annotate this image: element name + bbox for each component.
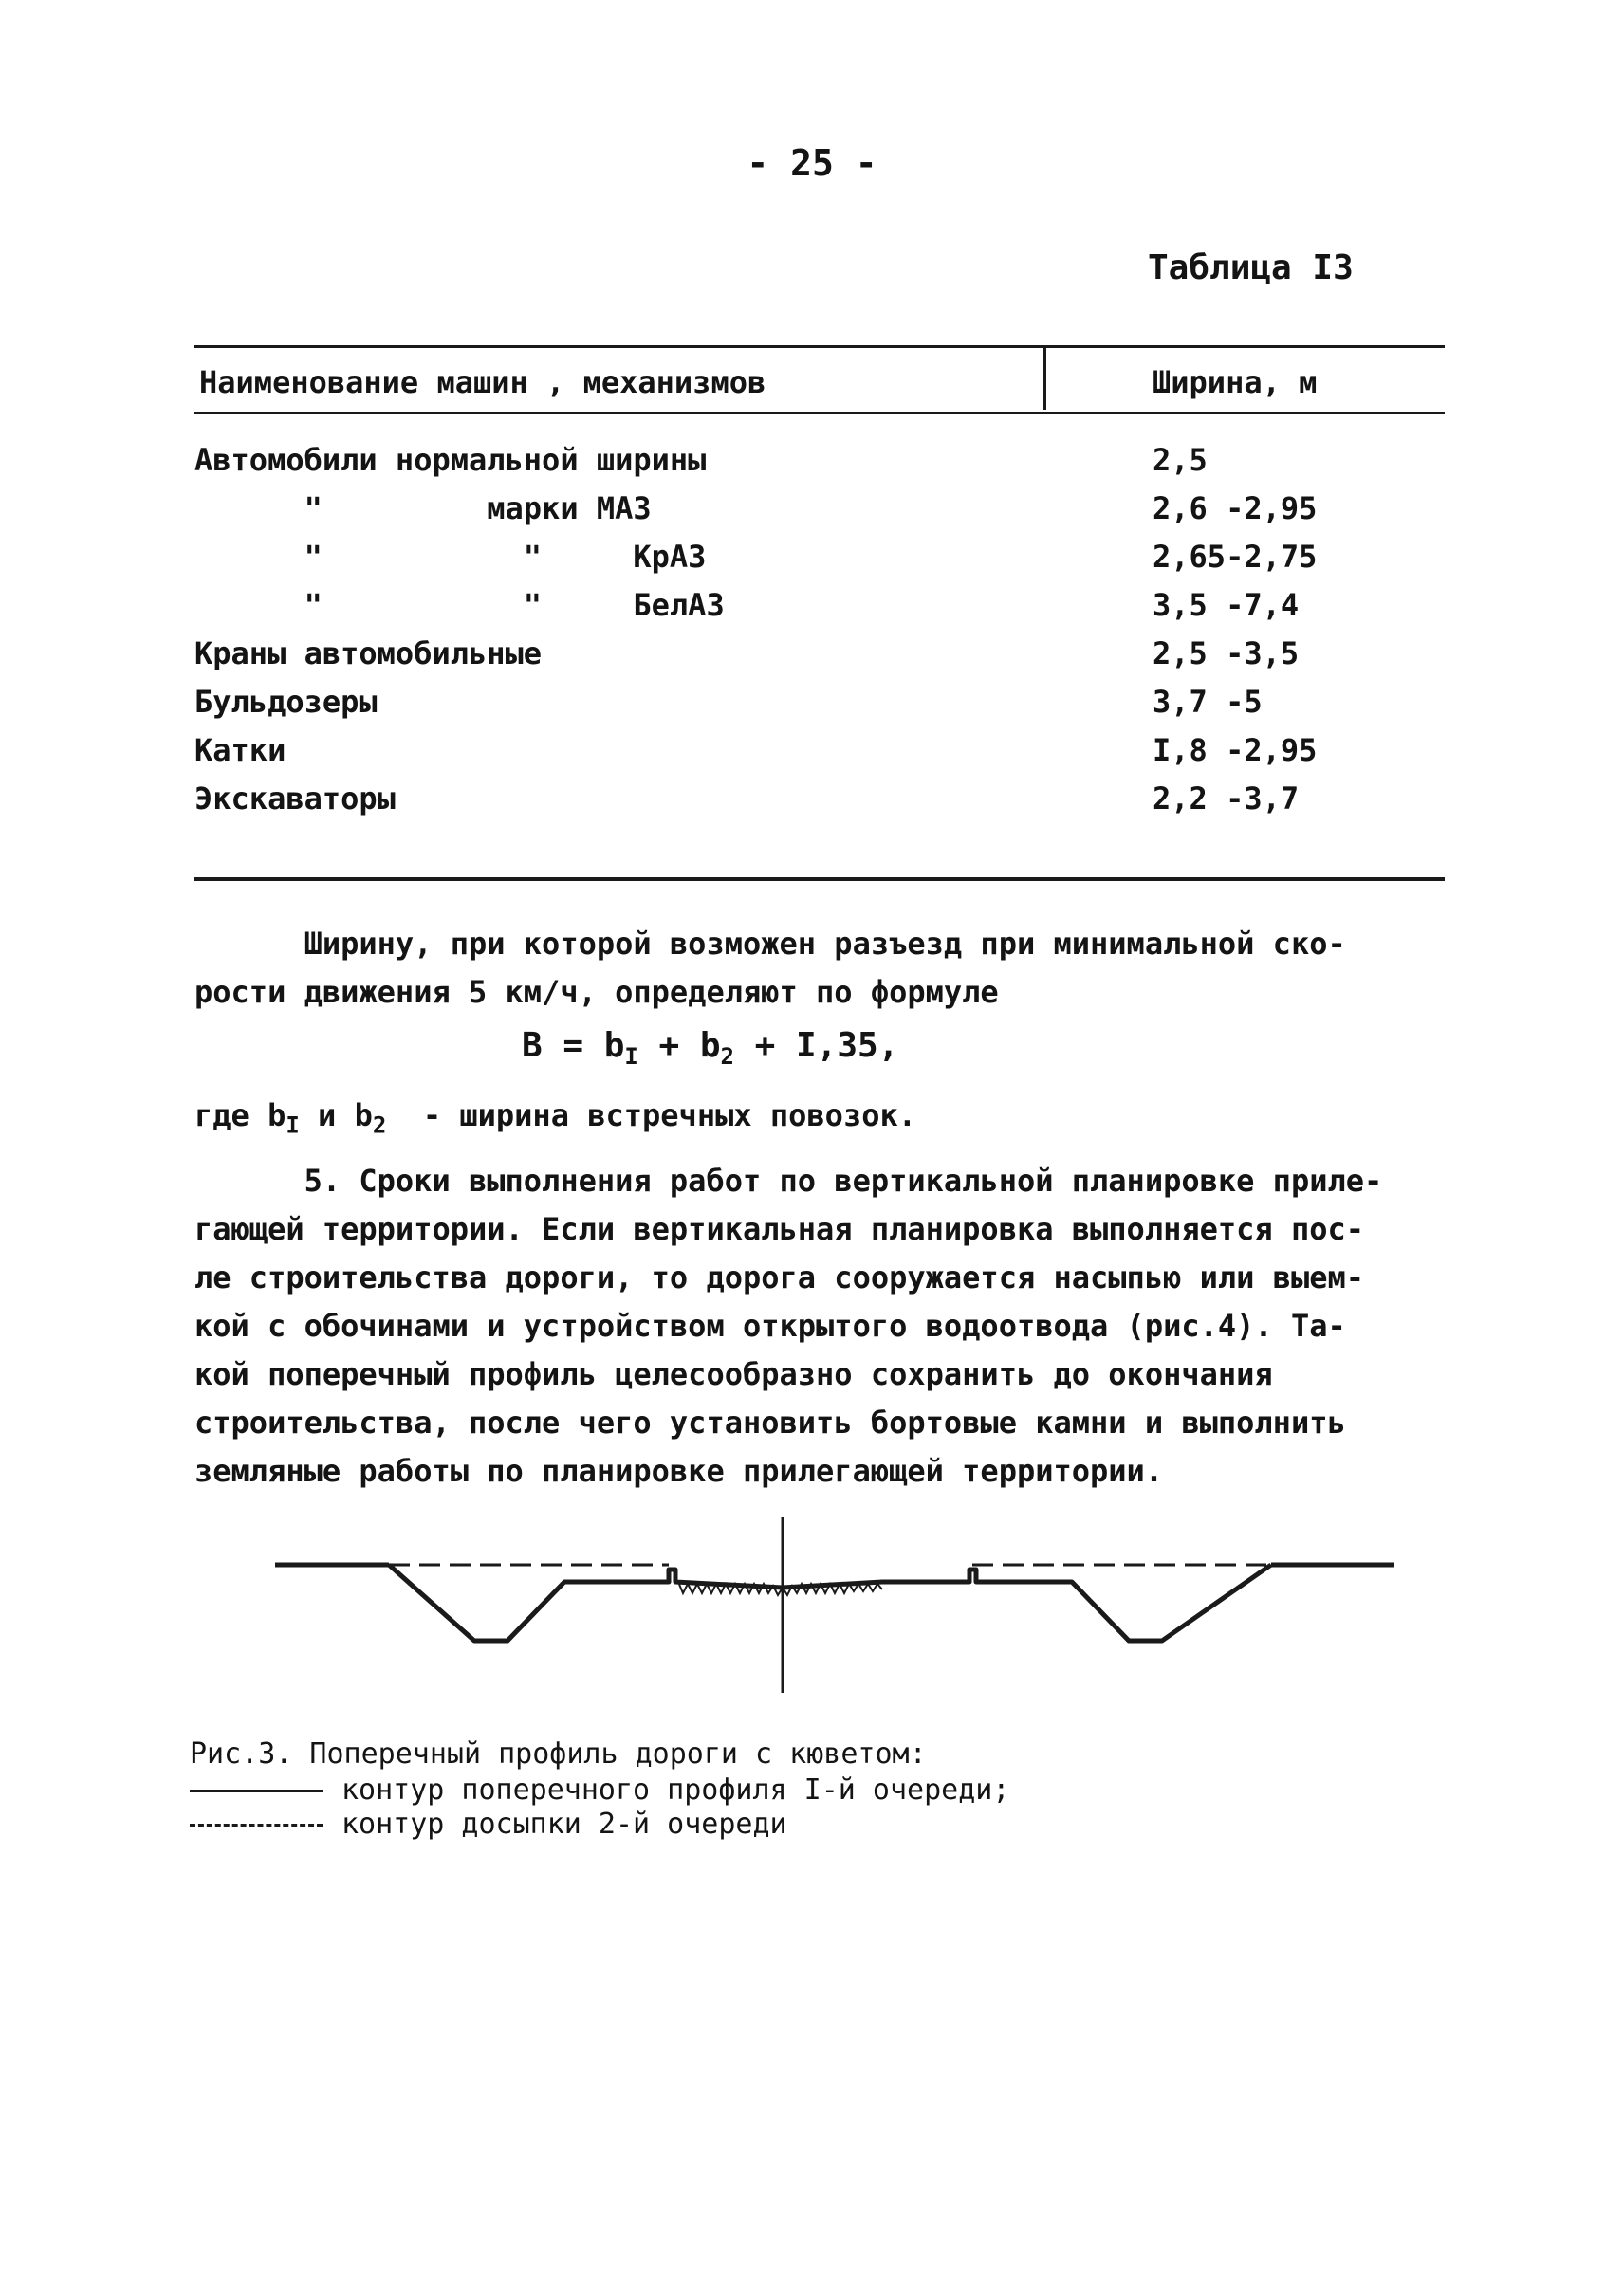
where-prefix: где b: [194, 1097, 286, 1133]
table-row: [194, 539, 1445, 586]
formula-sub-2: 2: [720, 1043, 734, 1071]
text-line: ле строительства дороги, то дорога сооружается насыпью или выем-: [194, 1259, 1364, 1295]
text-line: рости движения 5 км/ч, определяют по формуле: [194, 974, 999, 1010]
text-line: Ширину, при которой возможен разъезд при минимальной ско-: [194, 926, 1346, 962]
legend-solid-row: [190, 1773, 1009, 1807]
row-value: 2,6 -2,95: [1153, 490, 1318, 526]
row-name: " " КрАЗ: [194, 539, 707, 575]
table-row: [194, 732, 1445, 780]
legend-solid-line: [190, 1790, 323, 1792]
table-header-width: Ширина, м: [1153, 364, 1318, 400]
text-line: земляные работы по планировке прилегающей территории.: [194, 1453, 1164, 1489]
text-line: кой поперечный профиль целесообразно сохранить до окончания: [194, 1356, 1273, 1392]
table-caption: Таблица I3: [1148, 248, 1354, 287]
paragraph-formula-intro: [194, 920, 1447, 1017]
road-cross-section-figure: [266, 1517, 1404, 1707]
table-header-name: Наименование машин , механизмов: [199, 364, 766, 400]
row-name: Бульдозеры: [194, 684, 378, 720]
solid-profile-contour: [389, 1565, 1271, 1641]
row-name: Экскаваторы: [194, 781, 396, 817]
row-value: 2,5: [1153, 442, 1208, 478]
table-header-rule: [194, 412, 1445, 414]
row-name: Краны автомобильные: [194, 635, 543, 671]
formula-lhs: B = b: [522, 1026, 625, 1065]
table-row: [194, 490, 1445, 538]
row-name: " " БелАЗ: [194, 587, 725, 623]
where-sub-1: I: [286, 1111, 300, 1139]
row-value: 2,2 -3,7: [1153, 781, 1300, 817]
row-value: 3,5 -7,4: [1153, 587, 1300, 623]
text-line: гающей территории. Если вертикальная планировка выполняется пос-: [194, 1211, 1364, 1247]
row-name: " марки МАЗ: [194, 490, 652, 526]
row-value: 2,5 -3,5: [1153, 635, 1300, 671]
formula-legend: [194, 1097, 916, 1138]
where-mid: и b: [299, 1097, 373, 1133]
formula: [522, 1026, 898, 1070]
paragraph-section-5: [194, 1157, 1447, 1496]
page-number: - 25 -: [747, 142, 877, 184]
figure-caption: Рис.3. Поперечный профиль дороги с кюветом:: [190, 1737, 927, 1771]
table-row: [194, 684, 1445, 731]
table-row: [194, 635, 1445, 683]
legend-dashed-label: контур досыпки 2-й очереди: [341, 1808, 787, 1841]
row-value: 3,7 -5: [1153, 684, 1263, 720]
row-value: 2,65-2,75: [1153, 539, 1318, 575]
text-line: 5. Сроки выполнения работ по вертикальной планировке приле-: [194, 1163, 1383, 1199]
formula-rhs: + I,35,: [733, 1026, 899, 1065]
text-line: кой с обочинами и устройством открытого водоотвода (рис.4). Та-: [194, 1308, 1346, 1344]
where-sub-2: 2: [372, 1111, 387, 1139]
row-value: I,8 -2,95: [1153, 732, 1318, 768]
row-name: Автомобили нормальной ширины: [194, 442, 707, 478]
formula-mid: + b: [637, 1026, 721, 1065]
text-line: строительства, после чего установить бортовые камни и выполнить: [194, 1405, 1346, 1441]
formula-sub-1: I: [624, 1043, 638, 1071]
legend-dashed-line: [190, 1824, 323, 1827]
table-bottom-rule: [194, 877, 1445, 881]
table-column-divider: [1043, 347, 1046, 410]
legend-solid-label: контур поперечного профиля I-й очереди;: [341, 1773, 1010, 1807]
table-row: [194, 781, 1445, 828]
table-row: [194, 442, 1445, 489]
where-rest: - ширина встречных повозок.: [386, 1097, 916, 1133]
row-name: Катки: [194, 732, 286, 768]
table-row: [194, 587, 1445, 634]
table-top-rule: [194, 345, 1445, 348]
legend-dashed-row: [190, 1808, 787, 1841]
